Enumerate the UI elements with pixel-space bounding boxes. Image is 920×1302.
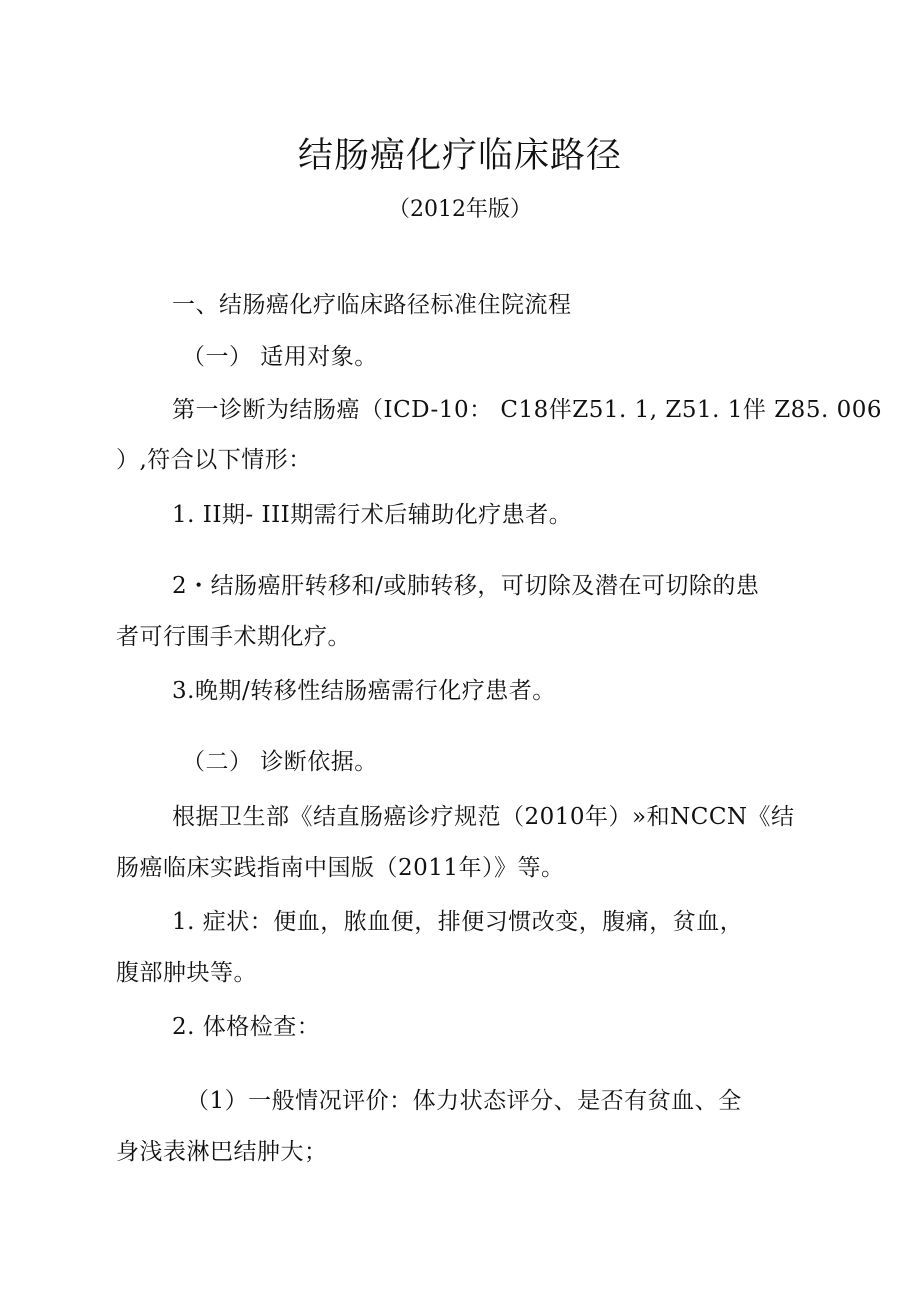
list-item: 2. 体格检查： [172,1014,321,1040]
subsection-heading: （二） 诊断依据。 [182,749,378,775]
list-item-continuation: 者可行围手术期化疗。 [116,624,351,650]
document-title: 结肠癌化疗临床路径 [297,136,622,176]
list-item: （1）一般情况评价：体力状态评分、是否有贫血、全 [186,1088,742,1114]
paragraph-line: 根据卫生部《结直肠癌诊疗规范（2010年）»和NCCN《结 [172,804,795,830]
list-item: 2・结肠癌肝转移和/或肺转移，可切除及潜在可切除的患 [172,573,760,599]
paragraph-line: ）,符合以下情形： [116,447,312,473]
section-heading: 一、结肠癌化疗临床路径标准住院流程 [172,292,572,318]
list-item: 1. 症状：便血，脓血便，排便习惯改变，腹痛，贫血， [172,909,744,935]
document-edition: （2012年版） [388,197,532,222]
paragraph-line: 肠癌临床实践指南中国版（2011年）》等。 [116,855,565,881]
subsection-heading: （一） 适用对象。 [182,344,378,370]
list-item: 1. II期- III期需行术后辅助化疗患者。 [172,502,573,528]
paragraph-line: 第一诊断为结肠癌（ICD-10： C18伴Z51. 1, Z51. 1伴 Z85. 006 [172,397,882,423]
list-item-continuation: 身浅表淋巴结肿大； [116,1139,328,1165]
list-item: 3.晚期/转移性结肠癌需行化疗患者。 [172,678,556,704]
list-item-continuation: 腹部肿块等。 [116,960,257,986]
